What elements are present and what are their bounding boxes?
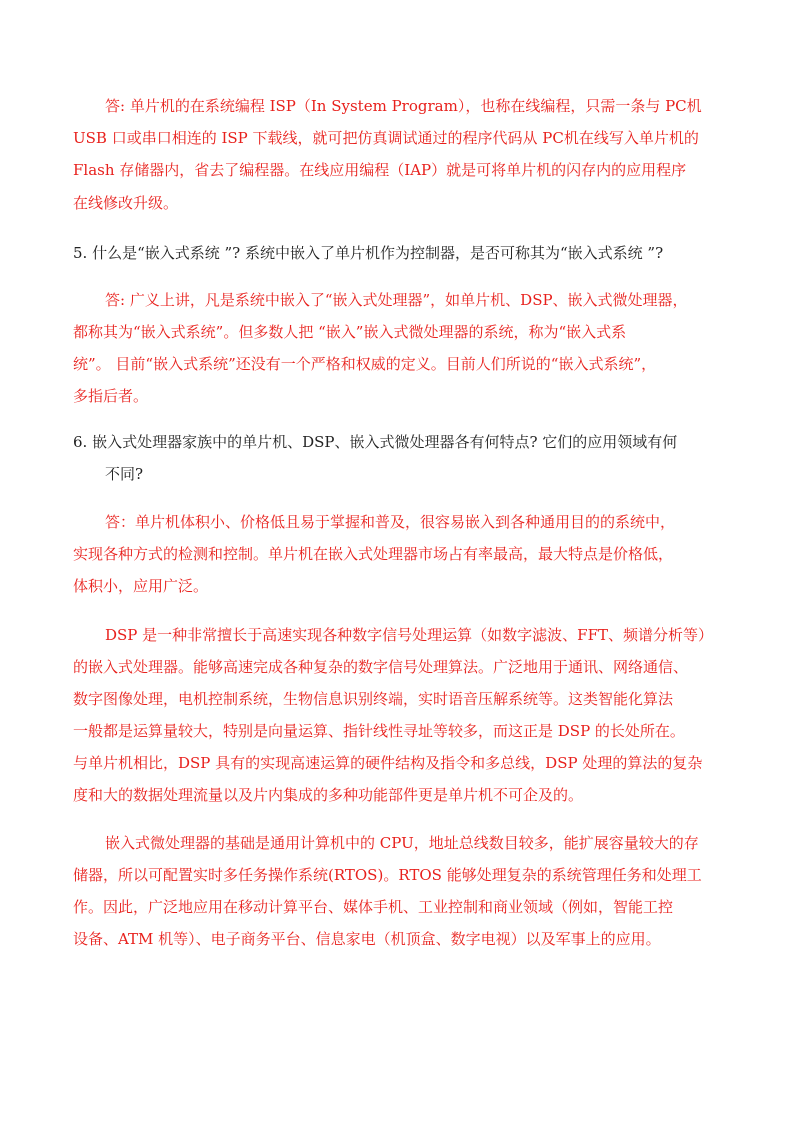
answer-5-line-2: 都称其为“嵌入式系统”。但多数人把 “嵌入”嵌入式微处理器的系统，称为“嵌入式系 [73,323,627,341]
answer-4-line-2: USB 口或串口相连的 ISP 下载线，就可把仿真调试通过的程序代码从 PC机在线写入单片机的 [73,129,699,147]
answer-6-p2-line-3: 数字图像处理，电机控制系统，生物信息识别终端，实时语音压解系统等。这类智能化算法 [73,690,674,708]
answer-5-line-3: 统”。 目前“嵌入式系统”还没有一个严格和权威的定义。目前人们所说的“嵌入式系统”， [73,355,657,373]
answer-6-p3-line-3: 作。因此，广泛地应用在移动计算平台、媒体手机、工业控制和商业领域（例如，智能工控 [73,898,674,916]
answer-4-line-4: 在线修改升级。 [73,194,179,212]
answer-6-p1-line-1: 答：单片机体积小、价格低且易于掌握和普及，很容易嵌入到各种通用目的的系统中， [105,513,676,531]
answer-6-p2-line-6: 度和大的数据处理流量以及片内集成的多种功能部件更是单片机不可企及的。 [73,786,584,804]
answer-6-p3-line-2: 储器，所以可配置实时多任务操作系统(RTOS)。RTOS 能够处理复杂的系统管理任务和处理工 [73,866,702,884]
answer-4-line-1: 答: 单片机的在系统编程 ISP（In System Program），也称在线编程，只需一条与 PC机 [105,97,702,115]
answer-6-p2-line-1: DSP 是一种非常擅长于高速实现各种数字信号处理运算（如数字滤波、FFT、频谱分析等） [105,626,713,644]
answer-4-line-3: Flash 存储器内，省去了编程器。在线应用编程（IAP）就是可将单片机的闪存内的应用程序 [73,161,687,179]
answer-6-p3-line-1: 嵌入式微处理器的基础是通用计算机中的 CPU，地址总线数目较多，能扩展容量较大的存 [105,834,699,852]
answer-5-line-1: 答: 广义上讲，凡是系统中嵌入了“嵌入式处理器”，如单片机、DSP、嵌入式微处理器， [105,291,688,309]
answer-5-line-4: 多指后者。 [73,387,149,405]
answer-6-p2-line-4: 一般都是运算量较大，特别是向量运算、指针线性寻址等较多，而这正是 DSP 的长处所在。 [73,722,685,740]
answer-6-p2-line-5: 与单片机相比，DSP 具有的实现高速运算的硬件结构及指令和多总线，DSP 处理的算法的复杂 [73,754,703,772]
question-6-line-2: 不同? [105,465,144,483]
answer-6-p3-line-4: 设备、ATM 机等）、电子商务平台、信息家电（机顶盒、数字电视）以及军事上的应用。 [73,930,661,948]
question-6-line-1: 6. 嵌入式处理器家族中的单片机、DSP、嵌入式微处理器各有何特点? 它们的应用领域有何 [73,433,678,451]
question-5: 5. 什么是“嵌入式系统 ”? 系统中嵌入了单片机作为控制器，是否可称其为“嵌入式系统 ”? [73,244,664,262]
answer-6-p1-line-3: 体积小，应用广泛。 [73,577,209,595]
answer-6-p1-line-2: 实现各种方式的检测和控制。单片机在嵌入式处理器市场占有率最高，最大特点是价格低， [73,545,674,563]
answer-6-p2-line-2: 的嵌入式处理器。能够高速完成各种复杂的数字信号处理算法。广泛地用于通讯、网络通信、 [73,658,689,676]
